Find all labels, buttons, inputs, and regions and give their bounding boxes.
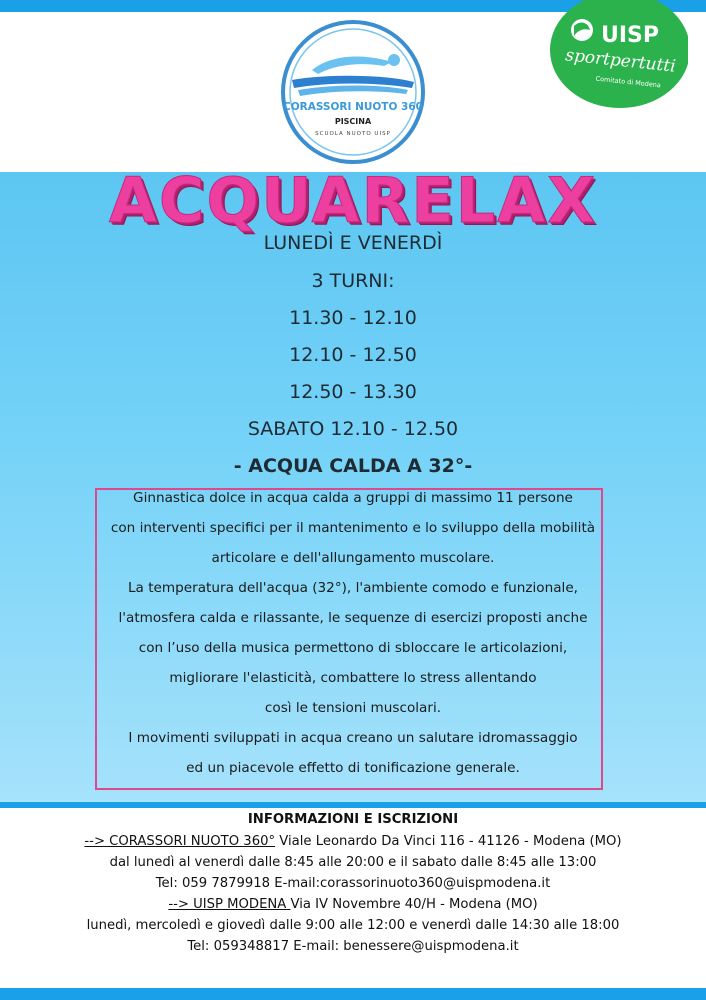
corassori-address: Viale Leonardo Da Vinci 116 - 41126 - Modena (MO) [275, 834, 622, 849]
corassori-hours: dal lunedì al venerdì dalle 8:45 alle 20:00 e il sabato dalle 8:45 alle 13:00 [109, 855, 597, 870]
schedule-slot-1: 11.30 - 12.10 [289, 307, 417, 329]
description-line: I movimenti sviluppati in acqua creano un salutare idromassaggio [128, 730, 578, 746]
description-line: Ginnastica dolce in acqua calda a gruppi di massimo 11 persone [133, 490, 573, 506]
logo-name: CORASSORI NUOTO 360 [283, 101, 423, 113]
schedule-slot-2: 12.10 - 12.50 [289, 344, 417, 366]
description-line: La temperatura dell'acqua (32°), l'ambiente comodo e funzionale, [127, 580, 579, 596]
uisp-name: UISP [600, 23, 660, 48]
uisp-address-line [0, 897, 706, 912]
uisp-contact: Tel: 059348817 E-mail: benessere@uispmodena.it [187, 939, 519, 954]
corassori-contact: Tel: 059 7879918 E-mail:corassorinuoto360@uispmodena.it [155, 876, 551, 891]
corassori-link[interactable]: --> CORASSORI NUOTO 360° [84, 834, 276, 849]
schedule-slot-3: 12.50 - 13.30 [289, 381, 417, 403]
description-line: così le tensioni muscolari. [264, 700, 442, 716]
uisp-sub: Comitato di Modena [595, 74, 662, 90]
description-line: migliorare l'elasticità, combattere lo stress allentando [169, 670, 537, 686]
description-line: articolare e dell'allungamento muscolare. [211, 550, 495, 566]
uisp-address: Via IV Novembre 40/H - Modena (MO) [290, 897, 538, 912]
water-temperature: - ACQUA CALDA A 32°- [233, 455, 473, 477]
schedule-days: LUNEDÌ E VENERDÌ [263, 232, 443, 254]
logo-subtitle: PISCINA [334, 117, 372, 126]
description-line: con interventi specifici per il mantenimento e lo sviluppo della mobilità [110, 520, 596, 536]
description-line: l'atmosfera calda e rilassante, le sequenze di esercizi proposti anche [118, 610, 588, 626]
description-line: con l’uso della musica permettono di sbloccare le articolazioni, [138, 640, 568, 656]
uisp-hours: lunedì, mercoledì e giovedì dalle 9:00 alle 12:00 e venerdì dalle 14:30 alle 18:00 [86, 918, 620, 933]
description-line: ed un piacevole effetto di tonificazione generale. [186, 760, 520, 776]
separator-bar [0, 802, 706, 808]
uisp-link[interactable]: --> UISP MODENA [168, 897, 291, 912]
page-title: ACQUARELAX [109, 164, 597, 237]
logo-tagline: SCUOLA NUOTO UISP [315, 131, 391, 137]
uisp-slogan: sportpertutti [564, 45, 677, 77]
uisp-logo [548, 0, 688, 112]
info-heading: INFORMAZIONI E ISCRIZIONI [247, 812, 459, 827]
schedule-turns: 3 TURNI: [311, 270, 395, 292]
corassori-address-line [0, 834, 706, 849]
bottom-blue-bar [0, 988, 706, 1000]
schedule-saturday: SABATO 12.10 - 12.50 [247, 418, 459, 440]
corassori-logo [274, 18, 432, 166]
